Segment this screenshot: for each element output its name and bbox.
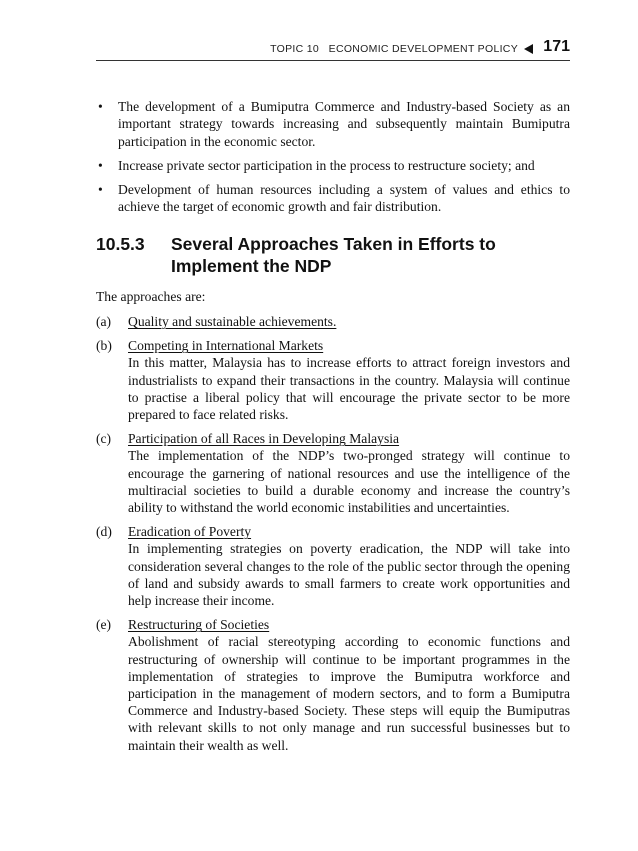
header-topic-text	[270, 43, 518, 55]
item-title: Competing in International Markets	[128, 338, 324, 354]
item-title: Quality and sustainable achievements.	[128, 314, 337, 329]
running-header	[96, 38, 570, 60]
bullet-item	[96, 157, 570, 174]
item-body: Abolishment of racial stereotyping according to economic functions and restructuring of ownership will continue to be important programmes in the implementation of strategies to improve the Bumiputra workforce and participation in the management of modern sectors, and to form a Bumiputra Commerce and Industry-based Society. These steps will equip the Bumiputras with relevant skills to not only manage and run successful businesses but to maintain their wealth as well.	[128, 634, 570, 753]
item-label: (c)	[96, 431, 112, 447]
list-item	[96, 616, 570, 754]
header-chapter: ECONOMIC DEVELOPMENT POLICY	[328, 43, 518, 55]
bullet-dot-icon: •	[98, 99, 103, 114]
item-label: (d)	[96, 524, 112, 540]
item-body: In this matter, Malaysia has to increase efforts to attract foreign investors and industrialists to expand their transactions in the country. Malaysia will continue to practise a liberal policy that will encourage the private sector to be more prepared to face related risks.	[128, 355, 570, 423]
item-title: Restructuring of Societies	[128, 617, 270, 633]
bullet-list	[96, 98, 570, 223]
list-item	[96, 337, 570, 423]
list-item	[96, 430, 570, 516]
item-body: The implementation of the NDP’s two-pronged strategy will continue to encourage the garnering of national resources and use the intelligence of the multiracial societies to build a durable economy and increase the country’s ability to withstand the world economic instabilities and uncertainties.	[128, 448, 570, 516]
section-title: Several Approaches Taken in Efforts to Implement the NDP	[171, 234, 496, 276]
page-number: 171	[543, 38, 570, 55]
section-number: 10.5.3	[96, 234, 145, 254]
header-topic: TOPIC 10	[270, 43, 319, 55]
bullet-dot-icon: •	[98, 182, 103, 198]
item-label: (a)	[96, 314, 112, 329]
item-label: (b)	[96, 338, 112, 354]
item-label: (e)	[96, 617, 112, 633]
approaches-list	[96, 313, 570, 761]
bullet-item	[96, 181, 570, 216]
list-item	[96, 313, 570, 330]
item-body: In implementing strategies on poverty eradication, the NDP will take into consideration several changes to the role of the public sector through the opening of land and subsidy awards to small farmers to create work opportunities and help increase their income.	[128, 541, 570, 609]
list-item	[96, 523, 570, 609]
item-title: Participation of all Races in Developing Malaysia	[128, 431, 400, 447]
item-title: Eradication of Poverty	[128, 524, 252, 540]
bullet-text: Development of human resources including a system of values and ethics to achieve the target of economic growth and fair distribution.	[118, 182, 570, 215]
bullet-text: The development of a Bumiputra Commerce and Industry-based Society as an important strategy towards increasing and subsequently maintain Bumiputra participation in the economic sector.	[118, 99, 570, 149]
bullet-item	[96, 98, 570, 150]
header-divider	[96, 60, 570, 61]
bullet-dot-icon: •	[98, 157, 103, 173]
intro-text: The approaches are:	[96, 289, 206, 304]
bullet-text: Increase private sector participation in the process to restructure society; and	[118, 157, 535, 173]
left-triangle-icon	[524, 44, 533, 54]
